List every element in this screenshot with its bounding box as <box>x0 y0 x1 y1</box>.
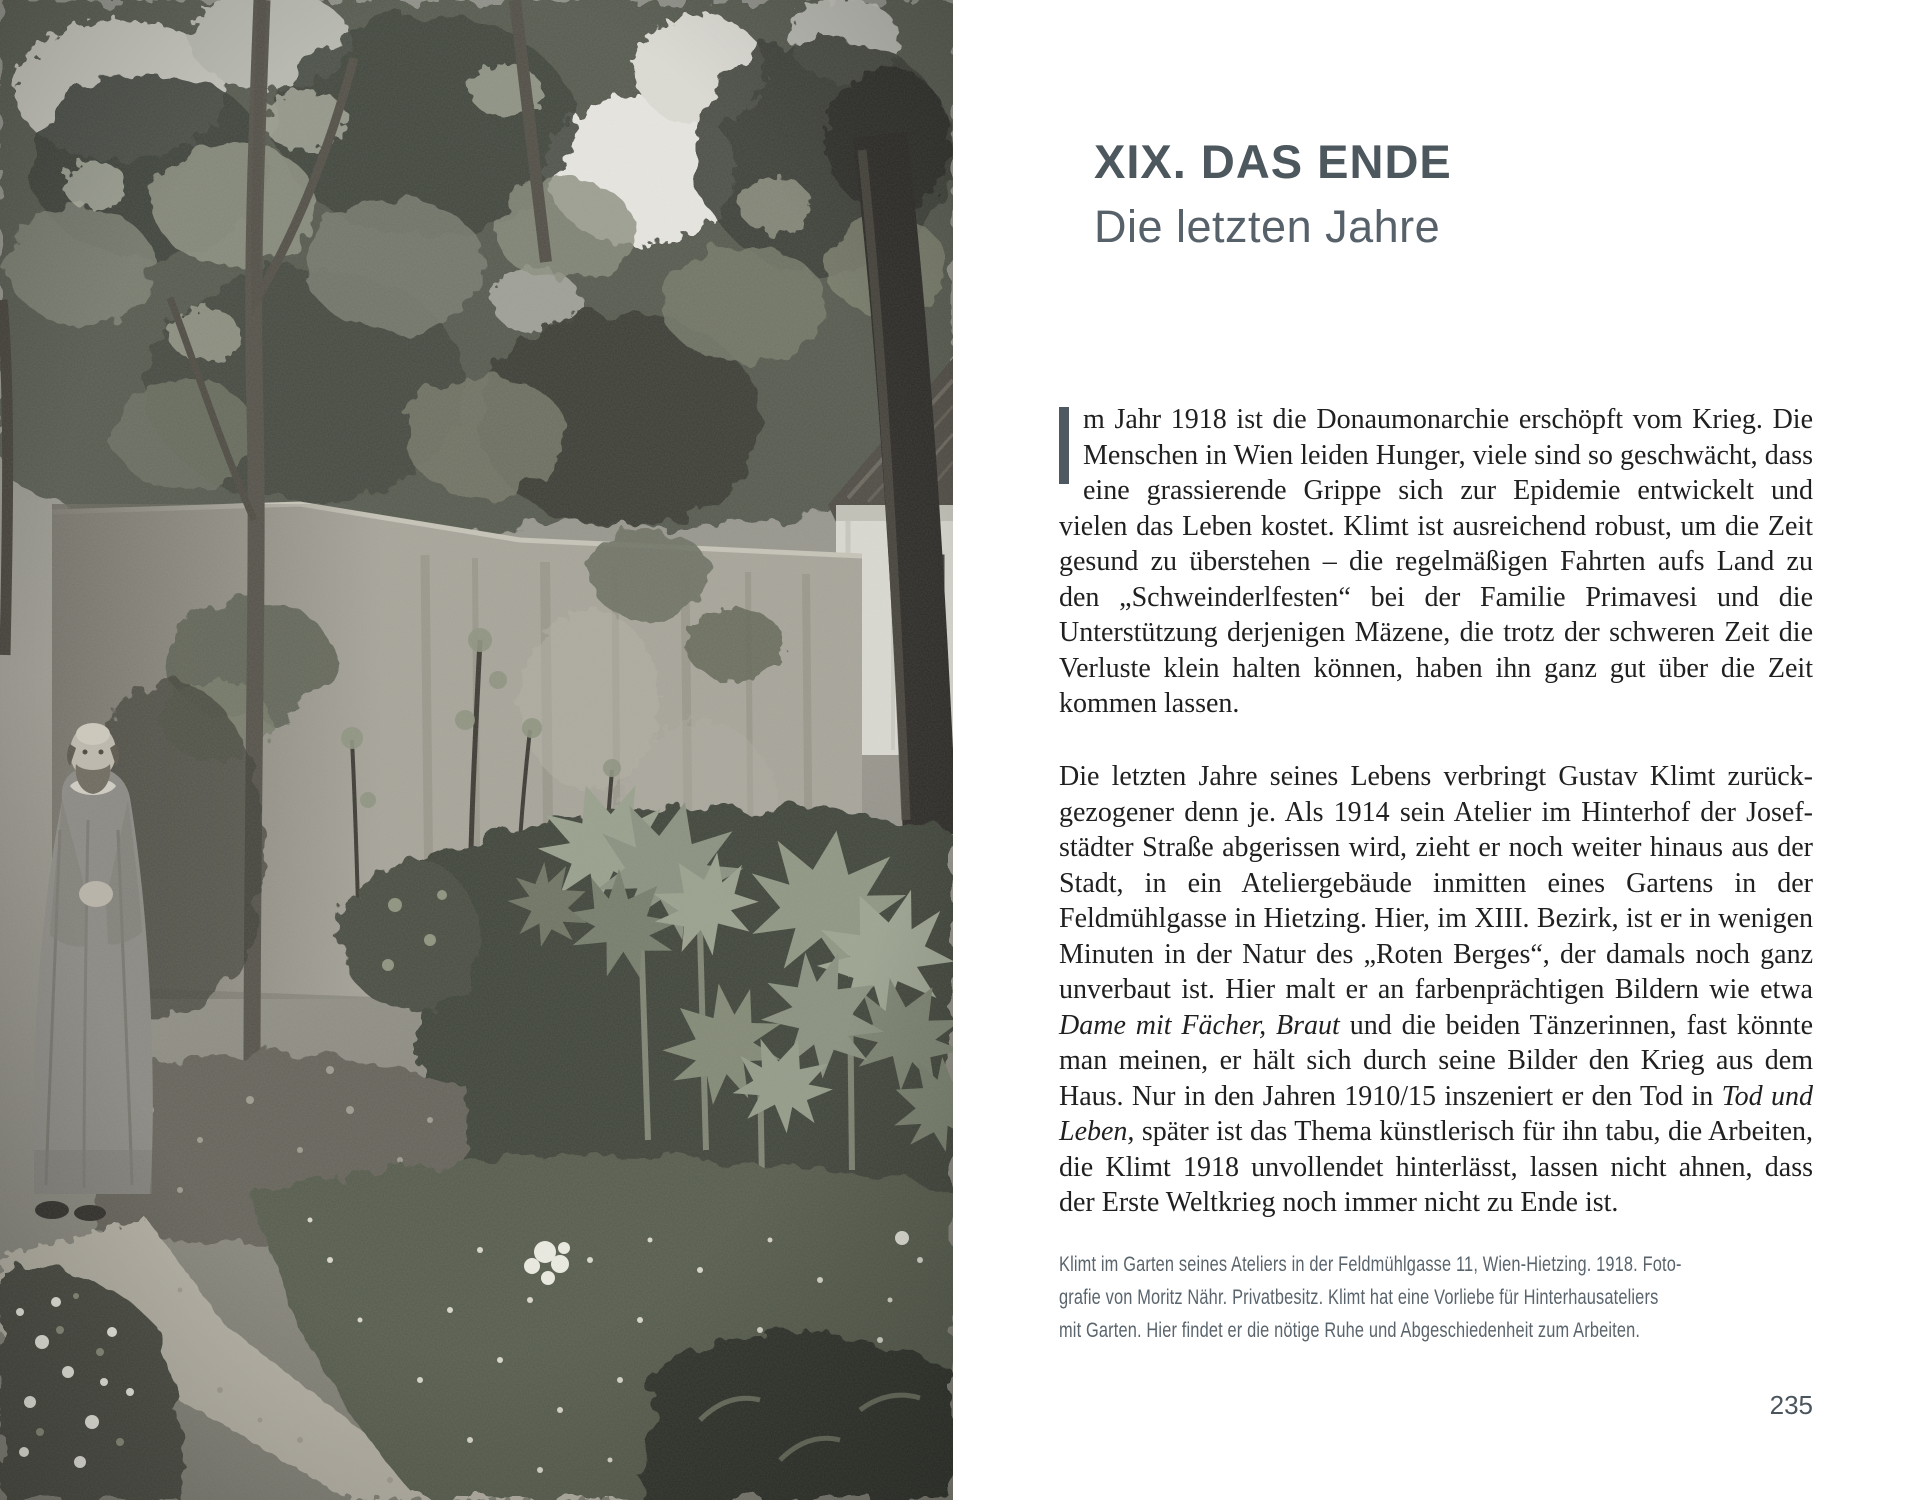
page-number: 235 <box>1769 1390 1813 1420</box>
caption-line: grafie von Moritz Nähr. Privatbesitz. Klimt hat eine Vorliebe für Hinterhausateliers <box>1059 1286 1659 1309</box>
garden-photo <box>0 0 953 1500</box>
garden-photo-illustration <box>0 0 953 1500</box>
paragraph-text: m Jahr 1918 ist die Donaumonarchie erschöpft vom Krieg. Die Menschen in Wien leiden Hunger, viele sind so geschwächt, dass eine grassierende Grippe sich zur Epidemie entwickelt und vielen das Leben kostet. Klimt ist ausreichend robust, um die Zeit gesund zu überstehen – die regelmäßigen Fahrten aufs Land zu den „Schweinderlfesten“ bei der Familie Primavesi und die Unterstützung derjenigen Mäzene, die trotz der schweren Zeit die Verluste klein halten können, haben ihn ganz gut über die Zeit kommen lassen. <box>1059 404 1813 719</box>
chapter-subheading: Die letzten Jahre <box>1094 201 1441 252</box>
photo-caption <box>1059 1248 1857 1347</box>
body-paragraph-1 <box>1059 402 1813 722</box>
paragraph-text: Die letzten Jahre seines Lebens verbringt Gustav Klimt zurückgezogener denn je. Als 1914 sein Atelier im Hinterhof der Josefstädter Straße abgerissen wird, zieht er noch weiter hinaus aus der Stadt, in ein Ateliergebäude inmitten eines Gartens in der Feldmühlgasse in Hietzing. Hier, im XIII. Bezirk, ist er in wenigen Minuten in der Natur des „Roten Berges“, der damals noch ganz unverbaut ist. Hier malt er an farbenprächtigen Bildern wie etwa Dame mit Fächer, Braut und die beiden Tänzerinnen, fast könnte man meinen, er hält sich durch seine Bilder den Krieg aus dem Haus. Nur in den Jahren 1910/15 inszeniert er den Tod in Tod und Leben, später ist das Thema künstlerisch für ihn tabu, die Arbeiten, die Klimt 1918 unvollendet hinterlässt, lassen nicht ahnen, dass der Erste Weltkrieg noch immer nicht zu Ende ist. <box>1059 761 1813 1218</box>
caption-line: Klimt im Garten seines Ateliers in der Feldmühlgasse 11, Wien-Hietzing. 1918. Foto- <box>1059 1253 1682 1276</box>
chapter-heading: XIX. DAS ENDE <box>1094 135 1452 188</box>
drop-cap <box>1059 407 1069 484</box>
caption-line: mit Garten. Hier findet er die nötige Ruhe und Abgeschiedenheit zum Arbeiten. <box>1059 1319 1641 1342</box>
body-paragraph-2 <box>1059 759 1813 1221</box>
